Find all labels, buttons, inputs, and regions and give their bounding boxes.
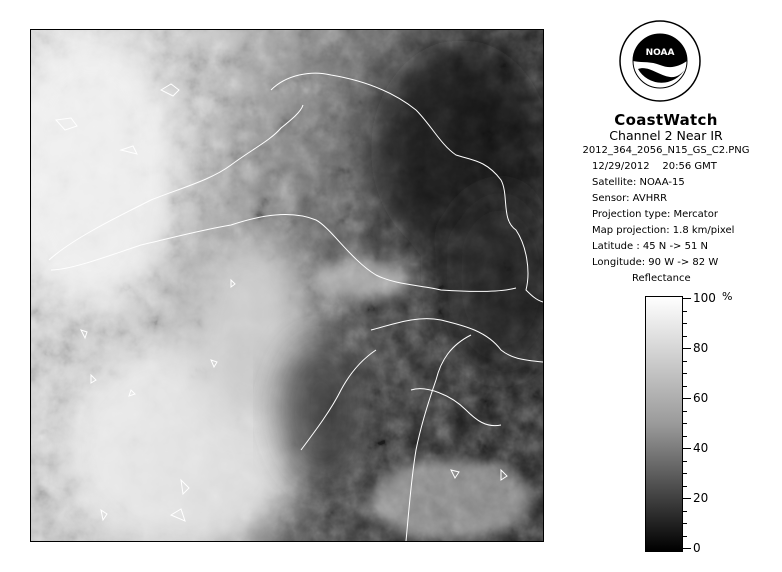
svg-text:NOAA: NOAA [645, 48, 675, 58]
colorbar-tick-mark [683, 461, 687, 462]
colorbar-tick-label: 80 [693, 341, 709, 355]
satellite-label: Satellite: NOAA-15 [592, 177, 685, 188]
channel-label: Channel 2 Near IR [609, 128, 723, 143]
datetime-label [592, 161, 717, 172]
colorbar-tick-mark [683, 311, 687, 312]
colorbar-tick-mark [683, 361, 687, 362]
colorbar-tick-mark [683, 486, 687, 487]
colorbar-tick-mark [683, 386, 687, 387]
latitude-label: Latitude : 45 N -> 51 N [592, 241, 708, 252]
map-projection-label: Map projection: 1.8 km/pixel [592, 225, 735, 236]
colorbar-tick-mark [683, 373, 687, 374]
date-value: 12/29/2012 [592, 161, 650, 172]
colorbar-title: Reflectance [632, 273, 691, 284]
longitude-label: Longitude: 90 W -> 82 W [592, 257, 719, 268]
colorbar-tick-mark [683, 536, 687, 537]
colorbar-unit: % [722, 290, 733, 303]
colorbar-tick-mark [683, 523, 687, 524]
projection-type-label: Projection type: Mercator [592, 209, 718, 220]
colorbar-tick-mark [683, 411, 687, 412]
colorbar-tick-mark [683, 498, 691, 499]
colorbar-tick-label: 20 [693, 491, 709, 505]
colorbar-tick-mark [683, 473, 687, 474]
noaa-logo [618, 19, 702, 103]
sensor-label: Sensor: AVHRR [592, 193, 668, 204]
colorbar-tick-label: 40 [693, 441, 709, 455]
colorbar-tick-mark [683, 348, 691, 349]
colorbar-tick-mark [683, 448, 691, 449]
colorbar-tick-label: 100 [693, 291, 716, 305]
colorbar-tick-mark [683, 423, 687, 424]
colorbar-tick-mark [683, 323, 687, 324]
colorbar-tick-mark [683, 436, 687, 437]
colorbar [645, 296, 683, 552]
colorbar-tick-label: 60 [693, 391, 709, 405]
colorbar-tick-label: 0 [693, 541, 701, 555]
time-value: 20:56 GMT [662, 161, 717, 172]
filename-label: 2012_364_2056_N15_GS_C2.PNG [582, 145, 750, 156]
colorbar-tick-mark [683, 511, 687, 512]
colorbar-tick-mark [683, 298, 691, 299]
colorbar-tick-mark [683, 336, 687, 337]
colorbar-tick-mark [683, 548, 691, 549]
app-title: CoastWatch [614, 111, 718, 129]
colorbar-tick-mark [683, 398, 691, 399]
satellite-image [30, 29, 544, 542]
